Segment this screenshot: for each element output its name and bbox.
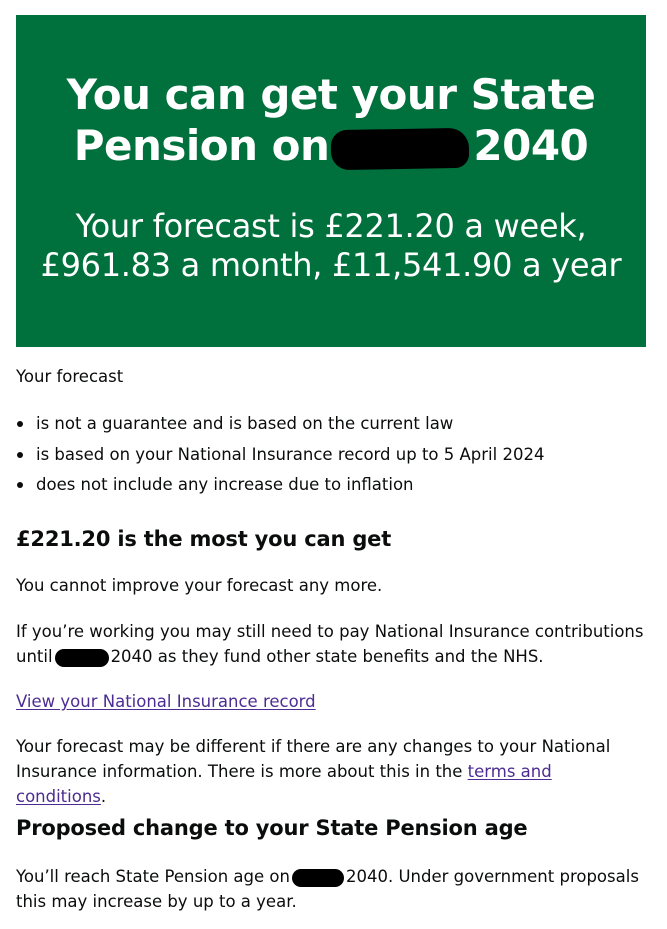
forecast-caveats-list — [16, 409, 544, 501]
cannot-improve-text: You cannot improve your forecast any more. — [16, 576, 383, 595]
redacted-date — [331, 127, 470, 169]
list-item: does not include any increase due to inflation — [16, 470, 544, 501]
list-item: is based on your National Insurance record up to 5 April 2024 — [16, 440, 544, 471]
view-ni-record-link[interactable]: View your National Insurance record — [16, 692, 316, 711]
panel-title-line2-start: Pension on — [73, 121, 330, 170]
forecast-monthly-yearly: £961.83 a month, £11,541.90 a year — [40, 246, 622, 284]
forecast-panel — [16, 15, 646, 347]
panel-title-line1: You can get your State — [66, 70, 596, 119]
most-you-can-get-heading: £221.20 is the most you can get — [16, 527, 392, 551]
bullet-icon — [17, 452, 23, 458]
bullet-icon — [17, 421, 23, 427]
intro-text: Your forecast — [16, 367, 124, 386]
redacted-date — [55, 649, 109, 667]
list-item: is not a guarantee and is based on the current law — [16, 409, 544, 440]
panel-title-line2-end: 2040 — [473, 121, 589, 170]
panel-title — [16, 69, 646, 171]
pension-age-text: You’ll reach State Pension age on 2040. Under government proposals this may increase by up to a year. — [16, 867, 639, 911]
forecast-amounts — [16, 207, 646, 285]
proposed-change-heading: Proposed change to your State Pension age — [16, 816, 528, 840]
bullet-icon — [17, 482, 23, 488]
forecast-may-differ-text: Your forecast may be different if there are any changes to your National Insurance information. There is more about this in the terms and conditions. — [16, 737, 611, 806]
terms-and-conditions-link[interactable]: terms and conditions — [16, 762, 552, 806]
ni-record-paragraph — [16, 689, 646, 714]
forecast-weekly: Your forecast is £221.20 a week, — [75, 207, 587, 245]
redacted-date — [292, 869, 344, 887]
contributions-text: If you’re working you may still need to pay National Insurance contributions until 2040 as they fund other state benefits and the NHS. — [16, 622, 644, 666]
